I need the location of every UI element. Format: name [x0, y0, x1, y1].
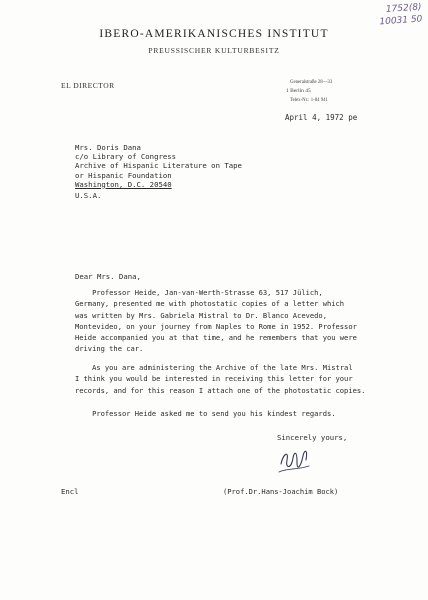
- paragraph-2: [75, 362, 375, 396]
- recipient-line: U.S.A.: [75, 191, 102, 201]
- letter-date: April 4, 1972 pe: [285, 113, 358, 122]
- closing: Sincerely yours,: [277, 433, 348, 442]
- body-line: Heide accompanied you at that time, and he remembers that you were: [75, 333, 357, 343]
- body-line: I think you would be interested in receiving this letter for your: [75, 374, 353, 384]
- body-line: driving the car.: [75, 344, 144, 354]
- salutation: Dear Mrs. Dana,: [75, 272, 141, 281]
- signer-name: (Prof.Dr.Hans-Joachim Bock): [223, 487, 339, 496]
- body-line: was written by Mrs. Gabriela Mistral to Dr. Blanco Acevedo,: [75, 310, 327, 320]
- address-phone: Telex-Nr.: 1-84 941: [290, 98, 328, 103]
- annotation-line-1: 1752(8): [385, 2, 422, 15]
- body-line: records, and for this reason I attach one of the photostatic copies.: [75, 385, 366, 395]
- annotation-line-2: 10031 50: [379, 14, 423, 28]
- institute-subtitle: PREUSSISCHER KULTURBESITZ: [148, 46, 280, 55]
- body-line: Professor Heide asked me to send you his kindest regards.: [75, 409, 336, 418]
- recipient-line: Washington, D.C. 20540: [75, 179, 172, 189]
- paragraph-1: [75, 287, 375, 355]
- institute-address: [286, 78, 333, 105]
- body-line: Professor Heide, Jan-van-Werth-Strasse 63, 517 Jülich,: [75, 288, 323, 297]
- enclosure-note: Encl: [61, 487, 79, 496]
- director-label: EL DIRECTOR: [61, 81, 115, 90]
- body-line: Germany, presented me with photostatic copies of a letter which: [75, 299, 345, 309]
- body-line: As you are administering the Archive of the late Mrs. Mistral: [75, 363, 353, 372]
- recipient-line: Mrs. Doris Dana: [75, 143, 141, 152]
- recipient-line: Archive of Hispanic Literature on Tape: [75, 161, 242, 171]
- recipient-address: [75, 143, 242, 200]
- recipient-line: or Hispanic Foundation: [75, 170, 172, 180]
- signature-icon: [275, 442, 315, 478]
- address-street: Generalstraße 28—33: [290, 80, 333, 85]
- institute-name: IBERO-AMERIKANISCHES INSTITUT: [99, 28, 329, 40]
- handwritten-annotation: [375, 1, 423, 28]
- address-city: 1 Berlin 45: [286, 88, 311, 94]
- paragraph-3: [75, 408, 375, 419]
- recipient-line: c/o Library of Congress: [75, 152, 177, 162]
- body-line: Montevideo, on your journey from Naples to Rome in 1952. Professor: [75, 321, 357, 331]
